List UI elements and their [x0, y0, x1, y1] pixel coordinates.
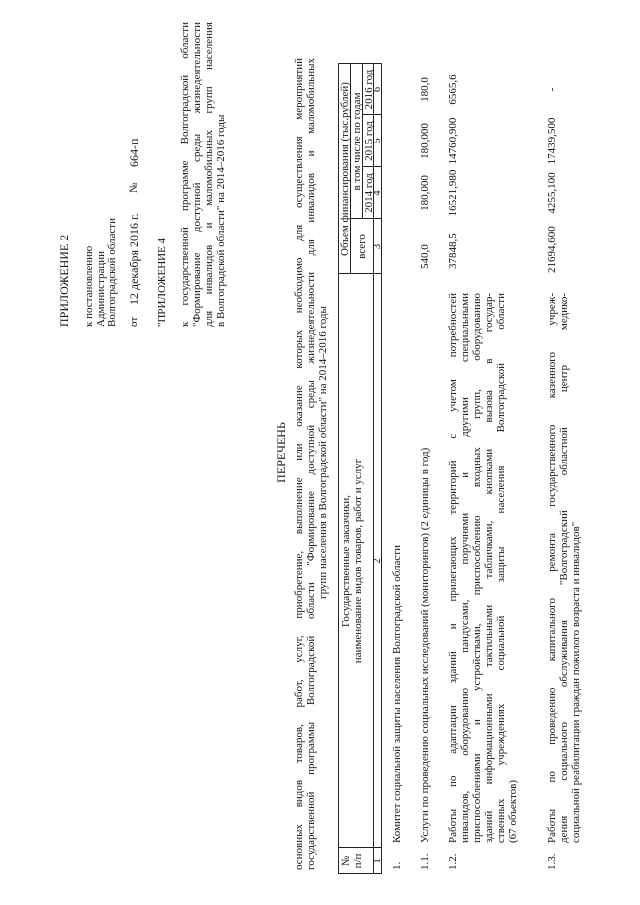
date-prefix: от: [128, 316, 140, 327]
row-description-line: дения социального обслуживания "Волгоградский областной центр медико-: [558, 293, 570, 843]
col-name-header: Государственные заказчики,: [340, 495, 352, 627]
col-number: 5: [372, 138, 383, 144]
section-number: 1.: [391, 861, 403, 870]
row-description-line: Работы по проведению капитального ремонта государственного казенного учреж-: [546, 293, 558, 843]
col-num-header: №: [340, 855, 352, 867]
year-header: 2015 год: [363, 121, 375, 161]
row-number: 1.1.: [419, 853, 431, 870]
year-header: 2014 год: [363, 173, 375, 213]
appendix-4-line: к государственной программе Волгоградской области: [179, 22, 191, 327]
resolution-number: 664-п: [127, 138, 141, 167]
to-resolution-text: к постановлению: [83, 245, 95, 327]
row-2016: 6565,6: [447, 74, 459, 105]
row-description-line: (67 объектов): [507, 779, 519, 843]
col-number: 3: [372, 243, 383, 250]
intro-line: государственной программы Волгоградской области "Формирование доступной среды жизнедеятельности для инвалидов и маломобильных: [305, 58, 317, 870]
row-2016: -: [546, 87, 558, 92]
appendix-4-line: в Волгоградской области" на 2014–2016 годы: [215, 114, 227, 327]
appendix-4-line: "Формирование доступной среды жизнедеятельности: [191, 22, 203, 327]
row-2015: 14760,900: [447, 117, 459, 165]
row-number: 1.2.: [447, 853, 459, 870]
row-description-line: приспособлениями и устройствами, приспособлению входных групп, оборудованию: [471, 293, 483, 843]
row-2014: 4255,100: [546, 172, 558, 214]
appendix-title: ПРИЛОЖЕНИЕ 2: [57, 234, 71, 327]
row-2015: 180,000: [419, 123, 431, 159]
section-name: Комитет социальной защиты населения Волгоградской области: [391, 545, 403, 843]
total-header: всего: [356, 234, 368, 259]
funding-header: Объем финансирования (тыс.рублей): [339, 82, 351, 256]
col-name-header-sub: наименование видов товаров, работ и услуг: [352, 458, 364, 664]
row-description-line: Работы по адаптации зданий и прилегающих территорий с учетом потребностей: [447, 293, 459, 843]
row-description-line: социальной реабилитации граждан пожилого возраста и инвалидов": [570, 521, 582, 843]
intro-line: основных видов товаров, работ, услуг, приобретение, выполнение или оказание которых необходимо для осуществления мероприятий: [293, 58, 305, 870]
col-number: 1: [372, 858, 383, 864]
intro-line: групп населения в Волгоградской области" на 2014–2016 годы: [317, 306, 329, 599]
document-title: ПЕРЕЧЕНЬ: [274, 422, 288, 483]
col-number: 2: [372, 558, 383, 564]
row-total: 37848,5: [447, 233, 459, 269]
row-description-line: ственных учреждениях социальной защиты населения Волгоградской области: [495, 293, 507, 843]
row-total: 21694,600: [546, 226, 558, 273]
year-header: 2016 год: [363, 69, 375, 110]
row-description-line: инвалидов, оборудованию пандусами, поручнями и другими специальными: [459, 293, 471, 843]
row-description-line: зданий информационными тактильными табличками, кнопками вызова в государ-: [483, 293, 495, 843]
row-2014: 180,000: [419, 175, 431, 211]
appendix-4-title: "ПРИЛОЖЕНИЕ 4: [156, 237, 168, 327]
appendix-4-line: для инвалидов и маломобильных групп населения: [203, 22, 215, 327]
row-number: 1.3.: [546, 853, 558, 870]
authority-line-1: Администрации: [95, 250, 107, 327]
by-years-header: в том числе по годам: [351, 92, 363, 191]
row-total: 540,0: [419, 244, 431, 269]
authority-line-2: Волгоградской области: [106, 218, 118, 327]
row-description: Услуги по проведению социальных исследований (мониторингов) (2 единицы в год): [419, 447, 431, 843]
row-2015: 17439,500: [546, 117, 558, 165]
number-sign: №: [128, 182, 140, 193]
row-2016: 180,0: [419, 77, 431, 102]
resolution-date: 12 декабря 2016 г.: [127, 213, 141, 305]
row-2014: 16521,980: [447, 169, 459, 217]
col-number: 4: [372, 190, 383, 196]
col-number: 6: [372, 86, 383, 93]
col-num-header-sub: п/п: [352, 853, 364, 869]
